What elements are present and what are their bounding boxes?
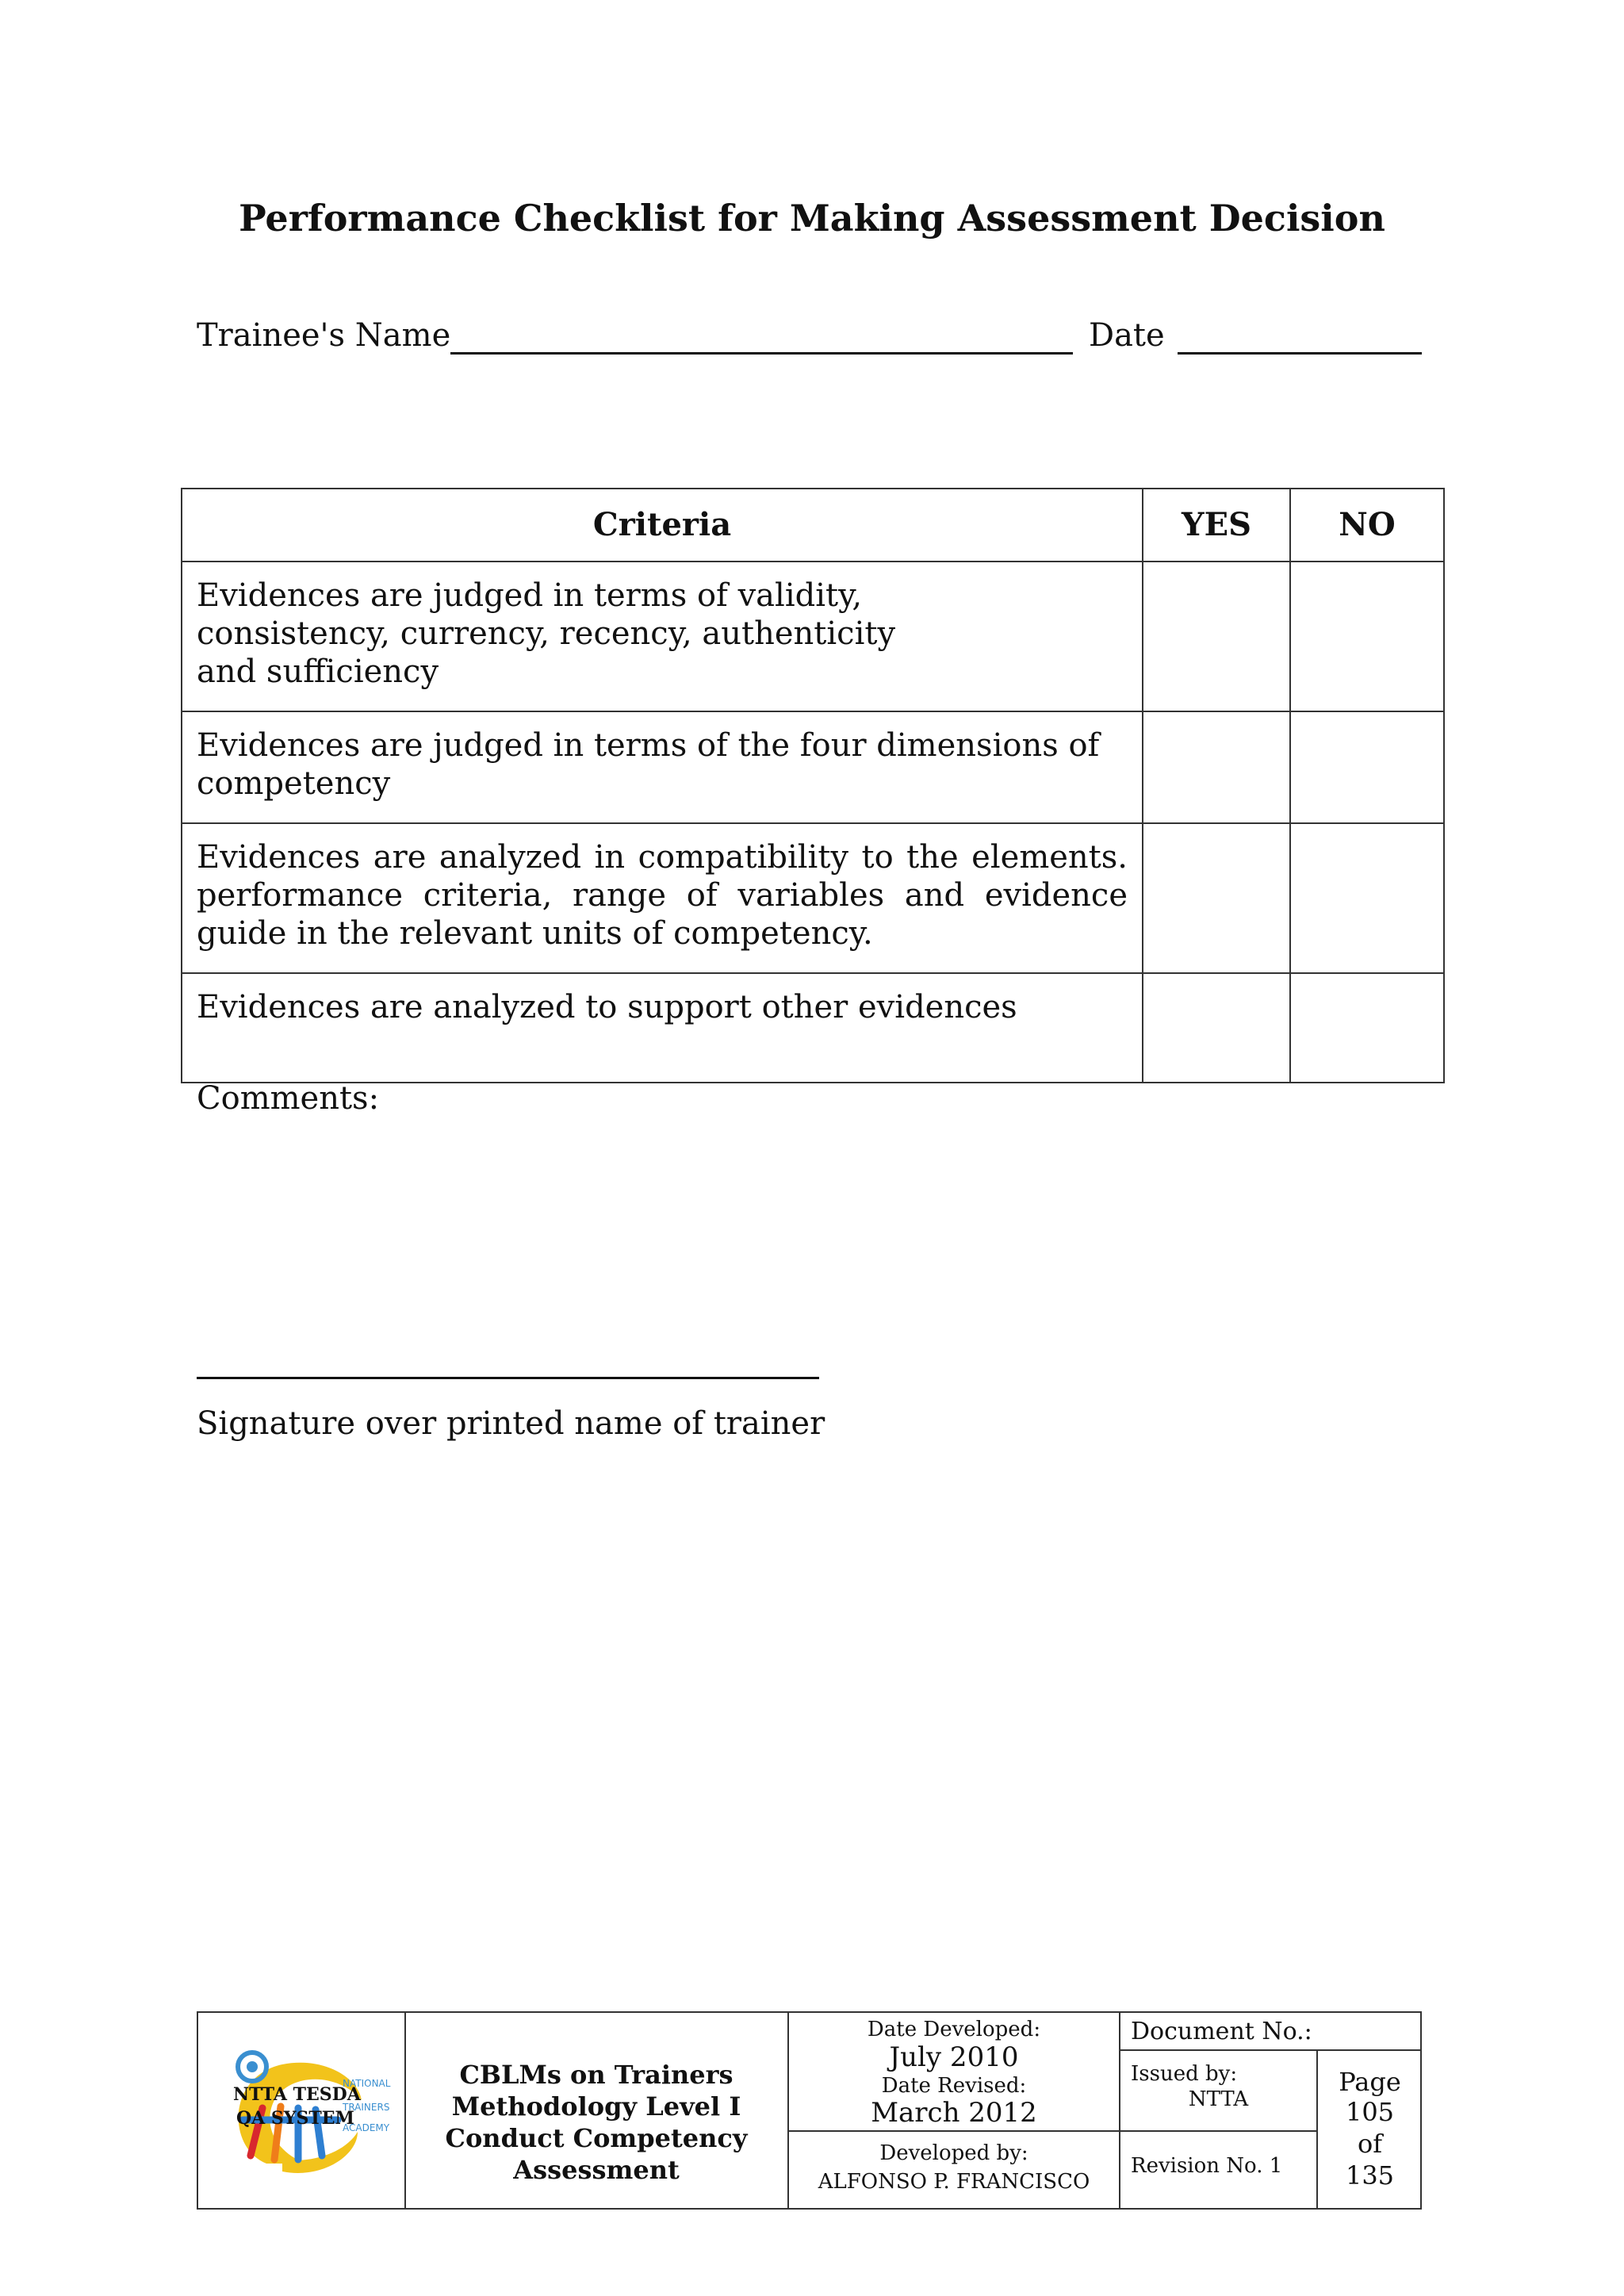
date-developed-label: Date Developed: <box>867 2018 1041 2041</box>
issued-by: NTTA <box>1188 2087 1249 2111</box>
page-number: 105 <box>1345 2097 1395 2127</box>
no-checkbox-cell[interactable] <box>1290 823 1444 973</box>
signature-line[interactable] <box>197 1377 819 1379</box>
logo-side-text1: NATIONAL <box>343 2078 391 2089</box>
trainee-info-row <box>197 317 1422 357</box>
criteria-cell: Evidences are analyzed to support other evidences <box>182 973 1143 1083</box>
logo-side-text3: ACADEMY <box>343 2122 390 2133</box>
table-header-row <box>182 489 1444 562</box>
comments-label: Comments: <box>197 1080 380 1117</box>
page-title: Performance Checklist for Making Assessment Decision <box>239 197 1385 240</box>
yes-checkbox-cell[interactable] <box>1143 562 1290 711</box>
logo-text-line1: NTTA TESDA <box>233 2084 361 2105</box>
no-checkbox-cell[interactable] <box>1290 562 1444 711</box>
document-footer <box>197 2011 1422 2210</box>
logo-text-line2: QA SYSTEM <box>236 2108 354 2129</box>
table-row <box>182 823 1444 973</box>
course-title: CBLMs on Trainers Methodology Level I Conduct Competency Assessment <box>445 2060 748 2185</box>
criteria-cell: Evidences are judged in terms of validity, consistency, currency, recency, authenticity and sufficiency <box>182 562 1143 711</box>
no-checkbox-cell[interactable] <box>1290 973 1444 1083</box>
date-developed: July 2010 <box>889 2041 1019 2073</box>
yes-checkbox-cell[interactable] <box>1143 711 1290 823</box>
yes-header: YES <box>1143 489 1290 562</box>
date-field[interactable] <box>1178 352 1422 355</box>
document-no-label: Document No.: <box>1131 2018 1312 2045</box>
revision-number: Revision No. 1 <box>1131 2154 1283 2178</box>
page-of: of <box>1357 2129 1383 2159</box>
page-total: 135 <box>1345 2160 1395 2191</box>
trainee-name-field[interactable] <box>450 352 1073 355</box>
date-revised: March 2012 <box>871 2097 1037 2129</box>
no-header: NO <box>1290 489 1444 562</box>
criteria-cell: Evidences are judged in terms of the four dimensions of competency <box>182 711 1143 823</box>
developed-by-label: Developed by: <box>879 2141 1028 2165</box>
date-revised-label: Date Revised: <box>881 2074 1027 2098</box>
table-row <box>182 711 1444 823</box>
yes-checkbox-cell[interactable] <box>1143 823 1290 973</box>
criteria-header: Criteria <box>182 489 1143 562</box>
yes-checkbox-cell[interactable] <box>1143 973 1290 1083</box>
criteria-cell: Evidences are analyzed in compatibility to the elements. performance criteria, range of variables and evidence guide in the relevant units of competency. <box>182 823 1143 973</box>
signature-label: Signature over printed name of trainer <box>197 1405 825 1442</box>
date-label: Date <box>1089 317 1165 354</box>
trainee-name-label: Trainee's Name <box>197 317 451 354</box>
table-row <box>182 562 1444 711</box>
table-row <box>182 973 1444 1083</box>
no-checkbox-cell[interactable] <box>1290 711 1444 823</box>
developed-by: ALFONSO P. FRANCISCO <box>818 2170 1090 2194</box>
page-label: Page <box>1339 2067 1401 2097</box>
criteria-table <box>181 488 1445 1083</box>
issued-by-label: Issued by: <box>1131 2062 1238 2086</box>
logo-side-text2: TRAINERS <box>343 2102 390 2113</box>
